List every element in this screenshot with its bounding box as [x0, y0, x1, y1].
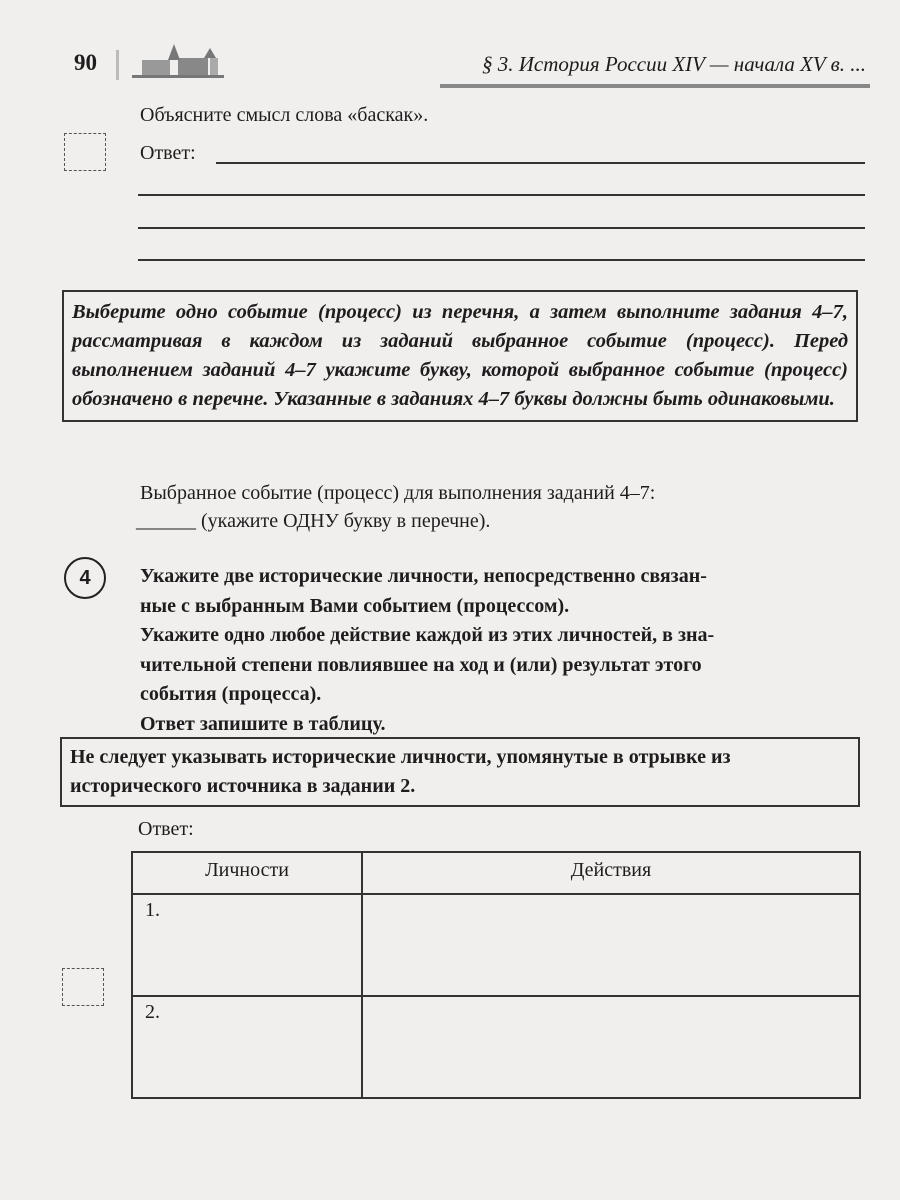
selected-event-line2	[136, 506, 490, 536]
answer-table	[131, 851, 861, 1099]
answer-line[interactable]	[138, 259, 865, 261]
page-number: 90	[74, 50, 97, 75]
table-row	[132, 996, 860, 1098]
task4-line: чительной степени повлиявшее на ход и (или) результат этого	[140, 653, 702, 676]
task4-line: события (процесса).	[140, 683, 322, 705]
note-box: Не следует указывать исторические личности, упомянутые в отрывке из исторического источника в задании 2.	[60, 737, 860, 807]
answer-line[interactable]	[216, 162, 865, 164]
fortress-illustration-icon	[132, 44, 224, 80]
header-rule	[440, 84, 870, 88]
action-cell[interactable]	[362, 894, 860, 996]
task4-text	[140, 562, 714, 739]
letter-blank[interactable]: ______	[136, 510, 196, 532]
task4-line: ные с выбранным Вами событием (процессом).	[140, 594, 570, 617]
answer-label: Ответ:	[140, 142, 196, 164]
task4-line: Ответ запишите в таблицу.	[140, 712, 386, 735]
instruction-box: Выберите одно событие (процесс) из перечня, а затем выполните задания 4–7, рассматривая в каждом из заданий выбранное событие (процесс). Перед выполнением заданий 4–7 укажите букву, которой выбранное событие (процесс) обозначено в перечне. Указанные в заданиях 4–7 буквы должны быть одинаковыми.	[62, 290, 858, 422]
person-cell[interactable]: 2.	[132, 996, 362, 1098]
running-title: § 3. История России XIV — начала XV в. ...	[481, 52, 866, 76]
answer-label: Ответ:	[138, 818, 194, 840]
task-number-badge: 4	[64, 557, 106, 599]
divider	[116, 50, 119, 80]
person-cell[interactable]: 1.	[132, 894, 362, 996]
selected-event-hint: (укажите ОДНУ букву в перечне).	[201, 510, 491, 532]
task4-line: Укажите две исторические личности, непосредственно связан-	[140, 565, 707, 587]
selected-event-line1: Выбранное событие (процесс) для выполнения заданий 4–7:	[140, 482, 656, 504]
column-header: Личности	[132, 852, 362, 894]
action-cell[interactable]	[362, 996, 860, 1098]
answer-line[interactable]	[138, 194, 865, 196]
answer-line[interactable]	[138, 227, 865, 229]
task4-line: Укажите одно любое действие каждой из этих личностей, в зна-	[140, 624, 715, 646]
column-header: Действия	[362, 852, 860, 894]
table-row	[132, 894, 860, 996]
task3-question: Объясните смысл слова «баскак».	[140, 104, 429, 126]
score-box[interactable]	[64, 133, 106, 171]
score-box[interactable]	[62, 968, 104, 1006]
